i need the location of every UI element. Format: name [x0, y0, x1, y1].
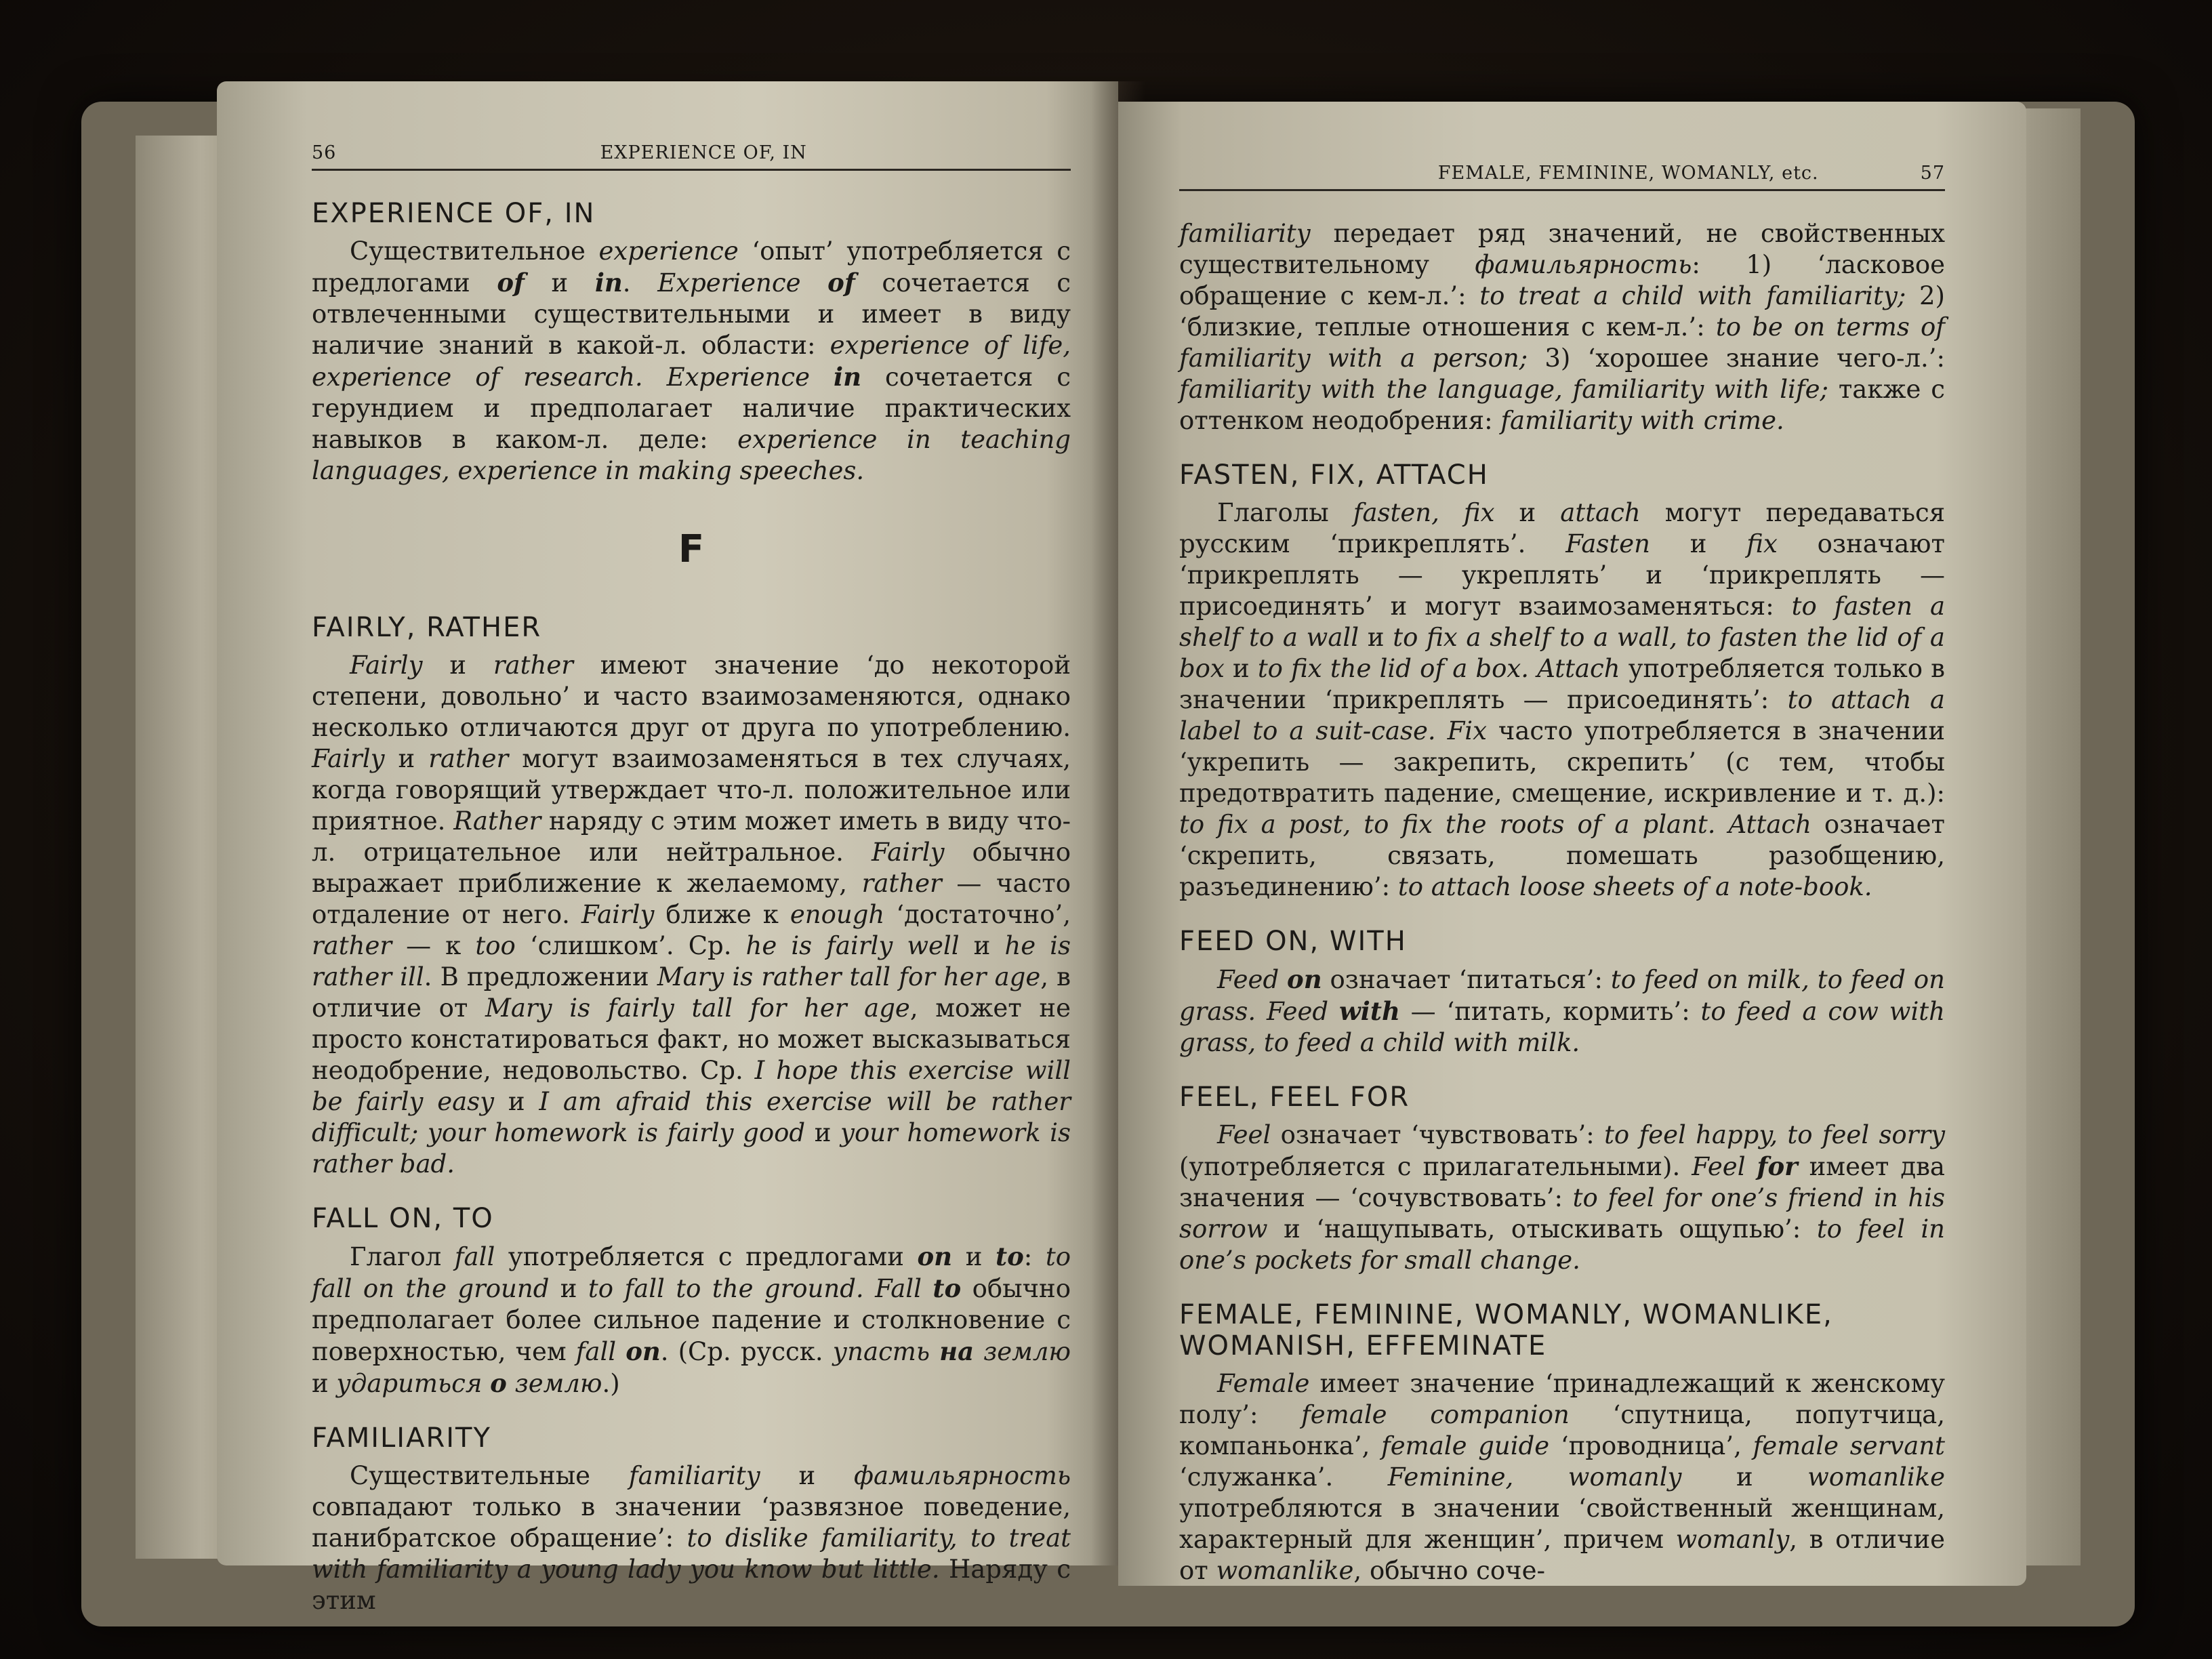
- entry-headword: FEEL, FEEL FOR: [1179, 1082, 1410, 1113]
- entry-headword: FAIRLY, RATHER: [312, 612, 542, 643]
- entries-before-letter: [312, 198, 1071, 487]
- entry-headword: FEED ON, WITH: [1179, 926, 1407, 957]
- entry-paragraph: Глаголы fasten, fix и attach могут передаваться русским ‘прикреплять’. Fasten и fix означают ‘прикреплять — укреплять’ и ‘прикреплять — присоединять’ и могут взаимозаменяться: to fasten a shelf to a wall и to fix a shelf to a wall, to fasten the lid of a box и to fix the lid of a box. Attach употребляется только в значении ‘прикреплять — присоединять’: to attach a label to a suit-case. Fix часто употребляется в значении ‘укрепить — закрепить, скрепить’ (с тем, чтобы предотвратить падение, смещение, искривление и т. д.): to fix a post, to fix the roots of a plant. Attach означает ‘скрепить, связать, помешать разобщению, разъединению’: to attach loose sheets of a note-book.: [1179, 498, 1946, 901]
- entry-paragraph: Существительные familiarity и фамильярность совпадают только в значении ‘развязное поведение, панибратское обращение’: to dislike familiarity, to treat with familiarity a young lady you know but little. Наряду с этим: [312, 1461, 1071, 1615]
- entry-paragraph: Feed on означает ‘питаться’: to feed on milk, to feed on grass. Feed with — ‘питать, кормить’: to feed a cow with grass, to feed a child with milk.: [1179, 964, 1946, 1057]
- letter-section-heading: F: [678, 527, 705, 571]
- running-head-right: [1179, 163, 1945, 191]
- entry-paragraph: Глагол fall употребляется с предлогами on и to: to fall on the ground и to fall to the ground. Fall to обычно предполагает более сильное падение и столкновение с поверхностью, чем fall on. (Ср. русск. упасть на землю и удариться о землю.): [312, 1242, 1071, 1398]
- running-head-title-left: EXPERIENCE OF, IN: [600, 142, 807, 163]
- continued-paragraph: familiarity передает ряд значений, не свойственных существительному фамильярность: 1) ‘ласковое обращение с кем-л.’: to treat a child with familiarity; 2) ‘близкие, теплые отношения с кем-л.’: to be on terms of familiarity with a person; 3) ‘хорошее знание чего-л.’: familiarity with the language, familiarity with life; также с оттенком неодобрения: familiarity with crime.: [1179, 219, 1946, 435]
- entries-right: [1179, 459, 1945, 1586]
- running-head-title-right: FEMALE, FEMININE, WOMANLY, etc.: [1437, 163, 1819, 184]
- running-head-left: [312, 142, 1071, 171]
- page-number-right: 57: [1920, 163, 1945, 184]
- right-page: [1118, 102, 2026, 1586]
- entry-headword: FEMALE, FEMININE, WOMANLY, WOMANLIKE, WOMANISH, EFFEMINATE: [1179, 1299, 1833, 1361]
- left-page: [217, 81, 1118, 1615]
- entry-headword: FAMILIARITY: [312, 1422, 491, 1454]
- entries-after-letter: [312, 612, 1071, 1616]
- entry-paragraph: Feel означает ‘чувствовать’: to feel happy, to feel sorry (употребляется с прилагательными). Feel for имеет два значения — ‘сочувствовать’: to feel for one’s friend in his sorrow и ‘нащупывать, отыскивать ощупью’: to feel in one’s pockets for small change.: [1179, 1120, 1945, 1275]
- entry-paragraph: Female имеет значение ‘принадлежащий к женскому полу’: female companion ‘спутница, попутчица, компаньонка’, female guide ‘проводница’, female servant ‘служанка’. Feminine, womanly и womanlike употребляются в значении ‘свойственный женщинам, характерный для женщин’, причем womanly, в отличие от womanlike, обычно соче-: [1179, 1369, 1945, 1585]
- entry-paragraph: Существительное experience ‘опыт’ употребляется с предлогами of и in. Experience of сочетается с отвлеченными существительными и имеет в виду наличие знаний в какой-л. области: experience of life, experience of research. Experience in сочетается с герундием и предполагает наличие практических навыков в каком-л. деле: experience in teaching languages, experience in making speeches.: [312, 237, 1071, 485]
- entry-headword: FALL ON, TO: [312, 1203, 494, 1234]
- entry-headword: FASTEN, FIX, ATTACH: [1179, 459, 1489, 491]
- page-number-left: 56: [312, 142, 337, 163]
- entry-paragraph: Fairly и rather имеют значение ‘до некоторой степени, довольно’ и часто взаимозаменяются, однако несколько отличаются друг от друга по употреблению. Fairly и rather могут взаимозаменяться в тех случаях, когда говорящий утверждает что-л. положительное или приятное. Rather наряду с этим может иметь в виду что-л. отрицательное или нейтральное. Fairly обычно выражает приближение к желаемому, rather — часто отдаление от него. Fairly ближе к enough ‘достаточно’, rather — к too ‘слишком’. Ср. he is fairly well и he is rather ill. В предложении Mary is rather tall for her age, в отличие от Mary is fairly tall for her age, может не просто констатироваться факт, но может высказываться неодобрение, недовольство. Ср. I hope this exercise will be fairly easy и I am afraid this exercise will be rather difficult; your homework is fairly good и your homework is rather bad.: [312, 651, 1071, 1179]
- entry-headword: EXPERIENCE OF, IN: [312, 198, 596, 229]
